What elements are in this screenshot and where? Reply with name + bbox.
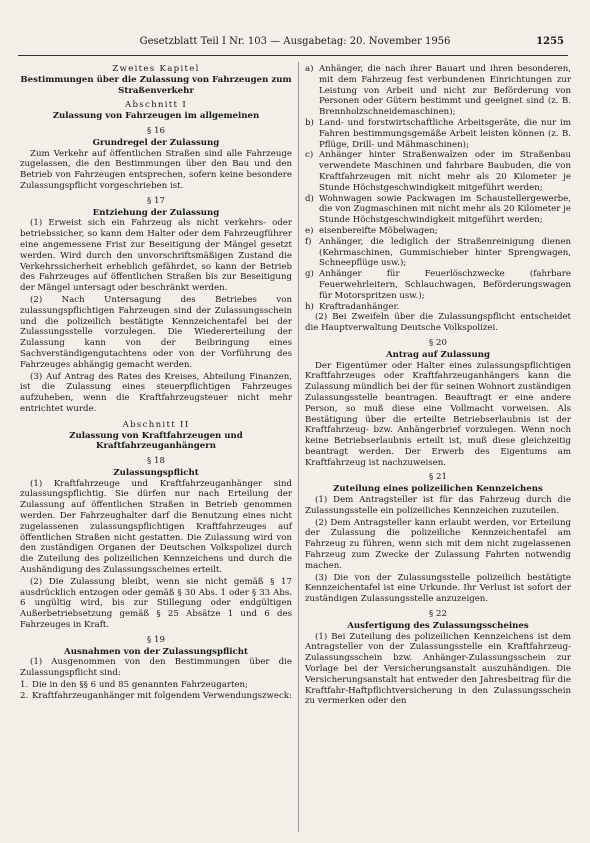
paragraph-17-clause-2: (2) Nach Untersagung des Betriebes von zulassungspflichtigen Fahrzeugen sind der Zulassungsschein und die polizeilich bestätigte Kennzeichentafel bei der Zulassungsstelle vorzulegen. Die Wiedererteilung der Zulassung kann von der Beibringung eines Sachverständigengutachtens oder von der Vorführung des Fahrzeuges abhängig gemacht werden. [20,294,292,370]
paragraph-title-18: Zulassungspflicht [113,467,199,478]
section-heading-2: Abschnitt II [122,419,190,430]
paragraph-title-19: Ausnahmen von der Zulassungspflicht [64,646,248,657]
paragraph-title-16: Grundregel der Zulassung [92,137,220,148]
left-column [20,64,292,702]
paragraph-19-clause-2: (2) Bei Zweifeln über die Zulassungspflicht entscheidet die Hauptverwaltung Deutsche Volkspolizei. [305,312,571,334]
paragraph-18-clause-1: (1) Kraftfahrzeuge und Kraftfahrzeuganhänger sind zulassungspflichtig. Sie dürfen nur nach Erteilung der Zulassung auf öffentlichen Straßen in Betrieb genommen werden. Der Fahrzeughalter darf die Benutzung eines nicht zugelassenen zulassungspflichtigen Kraftfahrzeuges auf öffentlichen Straßen nicht gestatten. Die Zulassung wird von den zuständigen Organen der Deutschen Volkspolizei durch die Zuteilung des polizeilichen Kennzeichens und durch die Aushändigung des Zulassungsscheines erteilt. [20,478,292,576]
paragraph-title-20: Antrag auf Zulassung [385,349,491,360]
paragraph-number-18: § 18 [147,456,165,467]
chapter-heading: Zweites Kapitel [112,64,200,74]
list-item: e) eisenbereifte Möbelwagen; [305,225,438,236]
column-divider [298,62,299,832]
paragraph-19-clause-1: (1) Ausgenommen von den Bestimmungen über die Zulassungspflicht sind: [20,657,292,679]
paragraph-21-clause-2: (2) Dem Antragsteller kann erlaubt werden, vor Erteilung der Zulassung die polizeiliche Kennzeichentafel am Fahrzeug zu führen, wenn sich mit dem nicht zugelassenen Fahrzeug zum Zwecke der Zulassung Fahrten notwendig machen. [305,517,571,571]
section-title-2: Zulassung von Kraftfahrzeugen und Kraftfahrzeuganhängern [69,430,243,452]
paragraph-title-22: Ausfertigung des Zulassungsscheines [347,620,529,631]
list-item: b) Land- und forstwirtschaftliche Arbeitsgeräte, die nur im Fahren bestimmungsgemäße Arbeit leisten können (z. B. Pflüge, Drill- und Mähmaschinen); [305,117,571,150]
section-title-1: Zulassung von Fahrzeugen im allgemeinen [52,111,260,122]
list-item: h) Kraftradanhänger. [305,301,400,312]
paragraph-number-20: § 20 [429,337,447,348]
page-header [0,36,590,50]
paragraph-17-clause-3: (3) Auf Antrag des Rates des Kreises, Abteilung Finanzen, ist die Zulassung eines steuerpflichtigen Fahrzeuges aufzuheben, wenn die Kraftfahrzeugsteuer nicht mehr entrichtet wurde. [20,371,292,414]
paragraph-title-21: Zuteilung eines polizeilichen Kennzeichens [333,484,543,495]
paragraph-number-21: § 21 [429,472,447,483]
list-item: a) Anhänger, die nach ihrer Bauart und ihren besonderen, mit dem Fahrzeug fest verbundenen Einrichtungen zur Leistung von Arbeit und nicht zur Beförderung von Personen oder Gütern bestimmt und geeignet sind (z. B. Brennholzschneidemaschinen); [305,64,571,118]
paragraph-number-22: § 22 [429,609,447,620]
header-title: Gesetzblatt Teil I Nr. 103 — Ausgabetag: 20. November 1956 [139,36,451,47]
list-item: 1. Die in den §§ 6 und 85 genannten Fahrzeugarten; [20,680,248,691]
list-item: g) Anhänger für Feuerlöschzwecke (fahrbare Feuerwehrleitern, Schlauchwagen, Beförderungswagen für Motorspritzen usw.); [305,269,571,301]
list-item: 2. Kraftfahrzeuganhänger mit folgendem Verwendungszweck: [20,690,292,701]
paragraph-title-17: Entziehung der Zulassung [92,207,220,218]
paragraph-22-text: (1) Bei Zuteilung des polizeilichen Kennzeichens ist dem Antragsteller von der Zulassungsstelle ein Kraftfahrzeug-Zulassungsschein bzw. Anhänger-Zulassungsschein zur Vorlage bei der Versicherungsanstalt auszuhändigen. Die Versicherungsanstalt hat entweder den Jahresbeitrag für die Kraftfahr-Haftpflichtversicherung in den Zulassungsschein zu vermerken oder den [305,631,571,707]
paragraph-number-19: § 19 [147,634,165,645]
paragraph-number-16: § 16 [147,125,165,136]
list-item: c) Anhänger hinter Straßenwalzen oder im Straßenbau verwendete Maschinen und fahrbare Baubuden, die von Kraftfahrzeugen mit nicht mehr als 20 Kilometer je Stunde Höchstgeschwindigkeit mitgeführt werden; [305,150,571,193]
paragraph-17-clause-1: (1) Erweist sich ein Fahrzeug als nicht verkehrs- oder betriebssicher, so kann dem Halter oder dem Fahrzeugführer eine angemessene Frist zur Beseitigung der Mängel gesetzt werden. Wird durch den unvorschriftsmäßigen Zustand die Verkehrssicherheit erheblich gefährdet, so kann der Betrieb des Fahrzeuges auf öffentlichen Straßen bis zur Beseitigung der Mängel untersagt oder beschränkt werden. [20,218,292,294]
list-item: f) Anhänger, die lediglich der Straßenreinigung dienen (Kehrmaschinen, Gummischieber hinter Sprengwagen, Schneepflüge usw.); [305,236,571,269]
paragraph-16-text: Zum Verkehr auf öffentlichen Straßen sind alle Fahrzeuge zugelassen, die den Bestimmungen über den Bau und den Betrieb von Fahrzeugen entsprechen, sofern keine besondere Zulassungspflicht vorgeschrieben ist. [20,148,292,191]
paragraph-21-clause-3: (3) Die von der Zulassungsstelle polizeilich bestätigte Kennzeichentafel ist eine Urkunde. Ihr Verlust ist sofort der zuständigen Zulassungsstelle anzuzeigen. [305,572,571,605]
section-heading-1: Abschnitt I [124,100,188,111]
paragraph-18-clause-2: (2) Die Zulassung bleibt, wenn sie nicht gemäß § 17 ausdrücklich entzogen oder gemäß § 30 Abs. 1 oder § 33 Abs. 6 ungültig wird, bis zur Stillegung oder endgültigen Außerbetriebsetzung gemäß § 25 Absätze 1 und 6 des Fahrzeuges in Kraft. [20,576,292,631]
list-item: d) Wohnwagen sowie Packwagen im Schaustellergewerbe, die von Zugmaschinen mit nicht mehr als 20 Kilometer je Stunde Höchstgeschwindigkeit mitgeführt werden; [305,193,571,226]
right-column [305,64,571,708]
page-number: 1255 [536,36,564,47]
header-rule [18,55,568,56]
paragraph-number-17: § 17 [147,195,165,206]
paragraph-20-text: Der Eigentümer oder Halter eines zulassungspflichtigen Kraftfahrzeuges oder Kraftfahrzeuganhängers kann die Zulassung mündlich bei der für seinen Wohnort zuständigen Zulassungsstelle beantragen. Beauftragt er eine andere Person, so muß diese eine Vollmacht vorweisen. Als Bestätigung über die erteilte Betriebserlaubnis ist der Kraftfahrzeug- bzw. Anhängerbrief vorzulegen. Wenn noch keine Betriebserlaubnis erteilt ist, muß diese gleichzeitig beantragt werden. Der Erwerb des Eigentums am Kraftfahrzeug ist nachzuweisen. [305,360,571,468]
chapter-title: Bestimmungen über die Zulassung von Fahrzeugen zum Straßenverkehr [20,74,292,96]
paragraph-21-clause-1: (1) Dem Antragsteller ist für das Fahrzeug durch die Zulassungsstelle ein polizeiliches Kennzeichen zuzuteilen. [305,495,571,516]
